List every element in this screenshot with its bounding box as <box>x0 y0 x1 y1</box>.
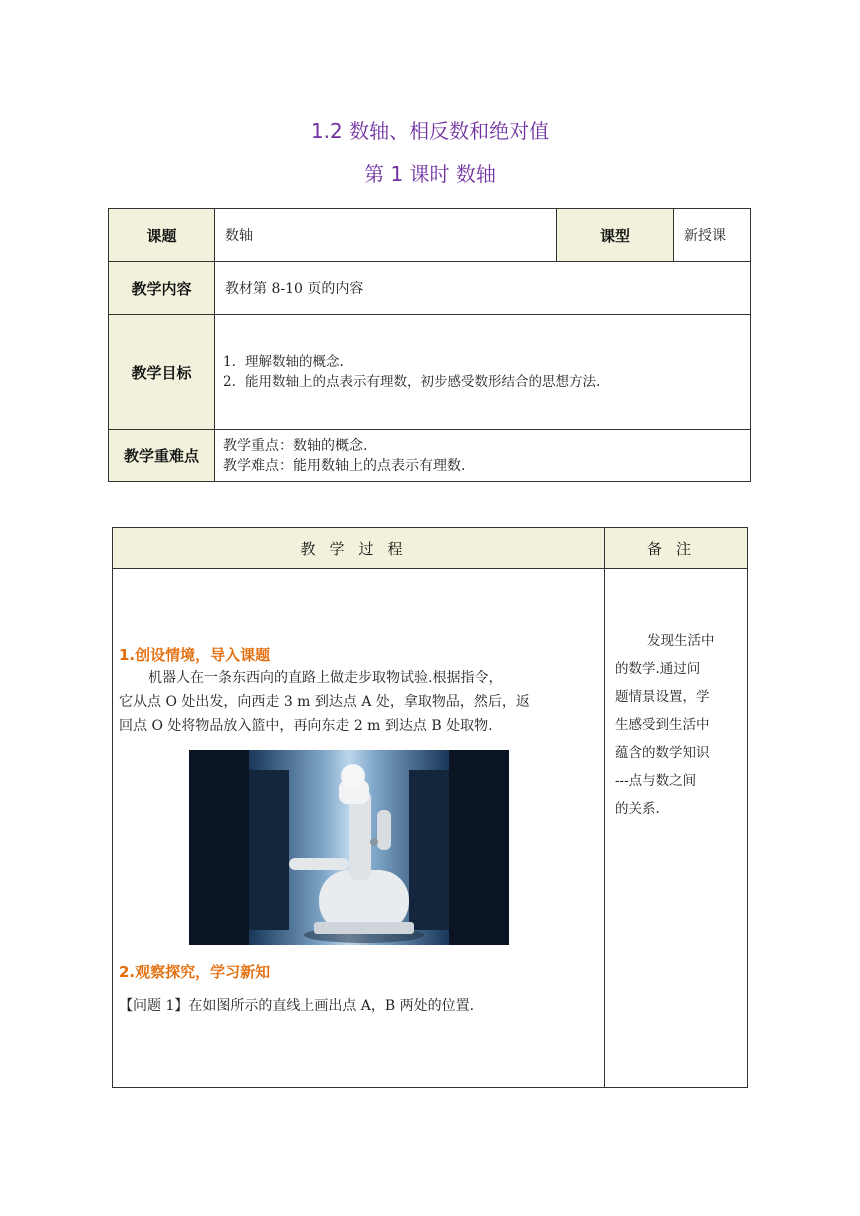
key-point: 教学重点：数轴的概念. <box>223 437 368 454</box>
content-value: 教材第 8-10 页的内容 <box>215 262 751 315</box>
robot-icon <box>189 750 509 945</box>
process-header: 教学过程 <box>113 528 605 569</box>
difficult-point: 教学难点：能用数轴上的点表示有理数. <box>223 457 466 474</box>
process-body <box>113 569 605 1088</box>
lesson-info-table <box>108 208 751 482</box>
key-points <box>215 430 751 482</box>
section1-line2: 它从点 O 处出发，向西走 3 m 到达点 A 处，拿取物品，然后，返 <box>119 694 530 710</box>
topic-label: 课题 <box>109 209 215 262</box>
type-label: 课型 <box>557 209 674 262</box>
section1-title: 1.创设情境，导入课题 <box>119 646 271 664</box>
goal-item: 1. 理解数轴的概念. <box>223 354 344 370</box>
note-cell <box>605 569 748 1088</box>
robot-image <box>189 750 509 945</box>
goal-item: 2. 能用数轴上的点表示有理数，初步感受数形结合的思想方法. <box>223 374 601 390</box>
note-header: 备注 <box>605 528 748 569</box>
section1-line3: 回点 O 处将物品放入篮中，再向东走 2 m 到达点 B 处取物. <box>119 718 493 734</box>
type-value: 新授课 <box>674 209 751 262</box>
content-label: 教学内容 <box>109 262 215 315</box>
topic-value: 数轴 <box>215 209 557 262</box>
process-table <box>112 527 748 1088</box>
section1-line1: 机器人在一条东西向的直路上做走步取物试验.根据指令， <box>148 670 503 686</box>
section2-title: 2.观察探究，学习新知 <box>119 963 271 981</box>
page-title: 1.2 数轴、相反数和绝对值 <box>310 119 550 143</box>
key-label: 教学重难点 <box>109 430 215 482</box>
goals-list <box>215 315 751 430</box>
note-text: 发现生活中 的数学.通过问 题情景设置，学 生感受到生活中 蕴含的数学知识 ---点与数之间 的关系. <box>615 633 715 817</box>
question-1: 【问题 1】在如图所示的直线上画出点 A，B 两处的位置. <box>119 998 475 1014</box>
goals-label: 教学目标 <box>109 315 215 430</box>
page-subtitle: 第 1 课时 数轴 <box>364 162 496 186</box>
